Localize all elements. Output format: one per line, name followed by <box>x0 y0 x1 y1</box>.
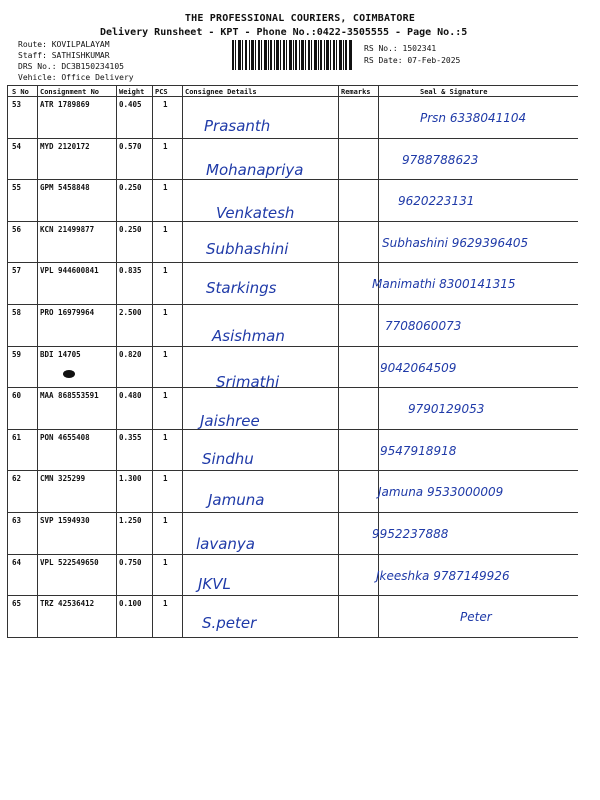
consignee-handwritten-name: Venkatesh <box>216 204 295 223</box>
row-consignment-no: VPL 944600841 <box>40 266 99 276</box>
row-weight: 1.300 <box>119 474 142 484</box>
row-sno: 62 <box>12 474 22 484</box>
row-weight: 2.500 <box>119 308 142 317</box>
row-weight: 0.750 <box>119 557 142 567</box>
row-divider <box>7 595 578 596</box>
handwritten-signature: 9547918918 <box>380 443 457 458</box>
handwritten-signature: 9042064509 <box>380 360 457 375</box>
drs-number: DRS No.: DC3B150234105 <box>18 62 124 71</box>
row-pcs: 1 <box>163 349 168 359</box>
barcode-image <box>232 40 352 70</box>
row-divider <box>7 179 578 180</box>
consignee-handwritten-name: lavanya <box>196 535 256 553</box>
consignee-handwritten-name: Subhashini <box>206 239 289 258</box>
row-weight: 0.570 <box>119 141 142 151</box>
consignee-handwritten-name: Asishman <box>212 327 285 345</box>
handwritten-signature: 9788788623 <box>402 152 479 167</box>
row-pcs: 1 <box>163 308 168 317</box>
handwritten-signature: 9952237888 <box>372 527 449 541</box>
row-sno: 61 <box>12 432 22 442</box>
rs-number: RS No.: 1502341 <box>364 44 437 53</box>
row-pcs: 1 <box>163 516 168 525</box>
row-divider <box>7 387 578 388</box>
header-weight: Weight <box>119 88 145 96</box>
row-sno: 53 <box>12 100 22 109</box>
row-sno: 65 <box>12 599 22 609</box>
row-consignment-no: CMN 325299 <box>40 474 86 484</box>
row-divider <box>7 346 578 347</box>
row-pcs: 1 <box>163 391 168 401</box>
row-sno: 60 <box>12 391 22 401</box>
row-consignment-no: ATR 1789869 <box>40 100 90 109</box>
consignee-handwritten-name: Prasanth <box>204 117 271 135</box>
handwritten-signature: 7708060073 <box>385 319 462 333</box>
row-pcs: 1 <box>163 599 168 609</box>
row-divider <box>7 429 578 430</box>
handwritten-signature: Jkeeshka 9787149926 <box>376 568 510 583</box>
row-consignment-no: MYD 2120172 <box>40 141 90 151</box>
consignee-handwritten-name: Jaishree <box>200 412 260 431</box>
header-remarks: Remarks <box>341 88 371 96</box>
row-consignment-no: GPM 5458848 <box>40 183 90 193</box>
row-sno: 63 <box>12 516 22 525</box>
consignee-handwritten-name: Sindhu <box>202 449 254 468</box>
handwritten-signature: Manimathi 8300141315 <box>372 277 516 292</box>
row-consignment-no: BDI 14705 <box>40 349 81 359</box>
row-sno: 58 <box>12 308 22 317</box>
row-consignment-no: MAA 868553591 <box>40 391 99 401</box>
header-consignment: Consignment No <box>40 88 100 96</box>
consignee-handwritten-name: JKVL <box>198 574 231 593</box>
consignee-handwritten-name: Mohanapriya <box>206 160 304 179</box>
row-sno: 59 <box>12 349 22 359</box>
staff-text: Staff: SATHISHKUMAR <box>18 51 110 60</box>
row-pcs: 1 <box>163 432 168 442</box>
handwritten-signature: 9620223131 <box>398 194 475 209</box>
header-sno: S No <box>12 88 29 96</box>
row-sno: 64 <box>12 557 22 567</box>
row-consignment-no: KCN 21499877 <box>40 224 95 234</box>
company-title: THE PROFESSIONAL COURIERS, COIMBATORE <box>184 13 416 24</box>
header-seal: Seal & Signature <box>420 88 488 96</box>
row-weight: 0.835 <box>119 266 142 276</box>
row-divider <box>7 262 578 263</box>
row-weight: 0.480 <box>119 391 142 401</box>
row-sno: 55 <box>12 183 22 193</box>
header-consignee: Consignee Details <box>185 88 257 96</box>
handwritten-signature: Subhashini 9629396405 <box>382 235 529 250</box>
ink-smudge <box>63 370 75 378</box>
row-weight: 0.100 <box>119 599 142 609</box>
row-divider <box>7 470 578 471</box>
row-pcs: 1 <box>163 474 168 484</box>
row-consignment-no: TRZ 42536412 <box>40 599 95 609</box>
route-text: Route: KOVILPALAYAM <box>18 40 110 49</box>
row-sno: 57 <box>12 266 22 276</box>
handwritten-signature: 9790129053 <box>408 402 485 417</box>
row-weight: 0.405 <box>119 100 142 109</box>
row-divider <box>7 138 578 139</box>
header-pcs: PCS <box>155 88 168 96</box>
consignee-handwritten-name: Jamuna <box>208 491 265 510</box>
consignee-handwritten-name: Srimathi <box>216 372 280 391</box>
handwritten-signature: Prsn 6338041104 <box>420 111 527 125</box>
consignee-handwritten-name: Starkings <box>206 279 277 298</box>
row-divider <box>7 304 578 305</box>
row-consignment-no: VPL 522549650 <box>40 557 99 567</box>
row-divider <box>7 554 578 555</box>
handwritten-signature: Jamuna 9533000009 <box>378 485 504 500</box>
vehicle-text: Vehicle: Office Delivery <box>18 73 134 82</box>
row-weight: 1.250 <box>119 516 142 525</box>
runsheet-subtitle: Delivery Runsheet - KPT - Phone No.:0422-3505555 - Page No.:5 <box>100 27 468 38</box>
row-pcs: 1 <box>163 141 168 151</box>
rs-date: RS Date: 07-Feb-2025 <box>364 56 461 65</box>
row-divider <box>7 512 578 513</box>
row-consignment-no: PON 4655408 <box>40 432 90 442</box>
consignee-handwritten-name: S.peter <box>202 614 257 633</box>
row-pcs: 1 <box>163 224 168 234</box>
row-sno: 56 <box>12 224 22 234</box>
row-weight: 0.250 <box>119 224 142 234</box>
row-weight: 0.250 <box>119 183 142 193</box>
row-consignment-no: PRO 16979964 <box>40 308 95 317</box>
row-sno: 54 <box>12 141 22 151</box>
row-pcs: 1 <box>163 557 168 567</box>
row-pcs: 1 <box>163 183 168 193</box>
row-pcs: 1 <box>163 100 168 109</box>
handwritten-signature: Peter <box>460 610 492 625</box>
row-consignment-no: SVP 1594930 <box>40 516 90 525</box>
row-divider <box>7 221 578 222</box>
row-weight: 0.355 <box>119 432 142 442</box>
row-pcs: 1 <box>163 266 168 276</box>
row-weight: 0.820 <box>119 349 142 359</box>
